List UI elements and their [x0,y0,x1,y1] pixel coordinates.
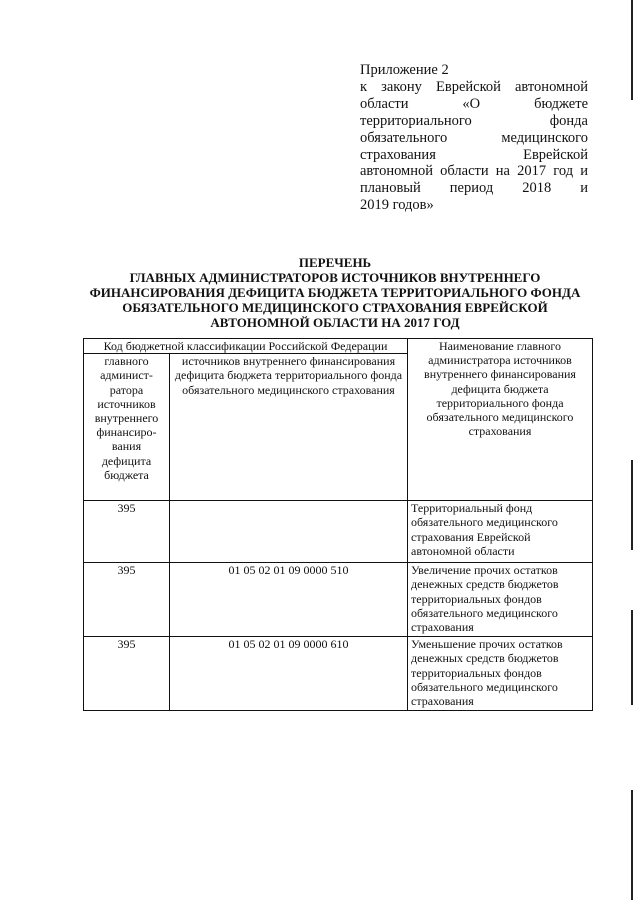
header-line: внутреннего [94,411,159,426]
annex-line: области «О бюджете [360,95,588,112]
header-code-group: Код бюджетной классификации Российской Федерации [84,339,408,354]
header-name-column: Наименование главного администратора источников внутреннего финансирования дефицита бюджета территориального фонда обязательного медицинского страхования [408,339,593,501]
header-line: вания [111,439,142,454]
annex-line: страхования Еврейской [360,146,588,163]
annex-line: территориального фонда [360,112,588,129]
name-cell [408,563,593,637]
annex-heading: Приложение 2 [360,62,449,78]
scan-edge-mark-top [631,0,633,100]
administrators-table [83,338,593,711]
source-code-cell: 01 05 02 01 09 0000 510 [170,563,408,637]
name-line: Территориальный фонд [411,501,533,516]
annex-line: автономной области на 2017 год и [360,163,588,180]
title-line: ПЕРЕЧЕНЬ [298,255,372,270]
name-line: страхования [411,694,474,709]
name-line: обязательного медицинского [411,515,558,530]
header-line: главного [104,354,149,369]
annex-block [360,62,588,214]
name-line: территориальных фондов [411,591,542,606]
scan-edge-mark-lower [631,610,633,705]
title-line: ФИНАНСИРОВАНИЯ ДЕФИЦИТА БЮДЖЕТА ТЕРРИТОРИАЛЬНОГО ФОНДА [89,285,581,300]
name-line: денежных средств бюджетов [411,651,559,666]
header-line: ратора [109,382,144,397]
scan-edge-mark-middle [631,460,633,550]
table-header-row [84,339,593,354]
source-code-cell [170,501,408,563]
name-line: страхования [411,620,474,635]
header-line: дефицита [101,453,152,468]
admin-code-cell: 395 [84,563,170,637]
name-line: обязательного медицинского [411,605,558,620]
annex-line: обязательного медицинского [360,129,588,146]
table-row [84,501,593,563]
annex-line: плановый период 2018 и [360,180,588,197]
name-cell [408,637,593,711]
admin-code-cell: 395 [84,637,170,711]
document-title [80,255,590,330]
name-line: страхования Еврейской [411,529,531,544]
name-cell [408,501,593,563]
title-line: ОБЯЗАТЕЛЬНОГО МЕДИЦИНСКОГО СТРАХОВАНИЯ ЕВРЕЙСКОЙ [122,300,548,315]
header-line: бюджета [104,467,149,482]
header-line: финансиро- [96,425,157,440]
admin-code-cell: 395 [84,501,170,563]
table-row [84,563,593,637]
header-line: админист- [100,368,153,383]
header-admin-code-column [84,354,170,501]
name-line: Увеличение прочих остатков [411,563,558,578]
source-code-cell: 01 05 02 01 09 0000 610 [170,637,408,711]
annex-line: к закону Еврейской автономной [360,78,588,95]
annex-line: 2019 годов» [360,197,434,214]
name-line: автономной области [411,543,515,558]
name-line: обязательного медицинского [411,679,558,694]
name-line: Уменьшение прочих остатков [411,637,563,652]
header-source-code-column: источников внутреннего финансирования дефицита бюджета территориального фонда обязательного медицинского страхования [170,354,408,501]
title-line: АВТОНОМНОЙ ОБЛАСТИ НА 2017 ГОД [210,315,460,330]
title-line: ГЛАВНЫХ АДМИНИСТРАТОРОВ ИСТОЧНИКОВ ВНУТРЕННЕГО [129,270,541,285]
name-line: территориальных фондов [411,665,542,680]
table-row [84,637,593,711]
header-line: источников [97,396,156,411]
name-line: денежных средств бюджетов [411,577,559,592]
scan-edge-mark-bottom [631,790,633,900]
